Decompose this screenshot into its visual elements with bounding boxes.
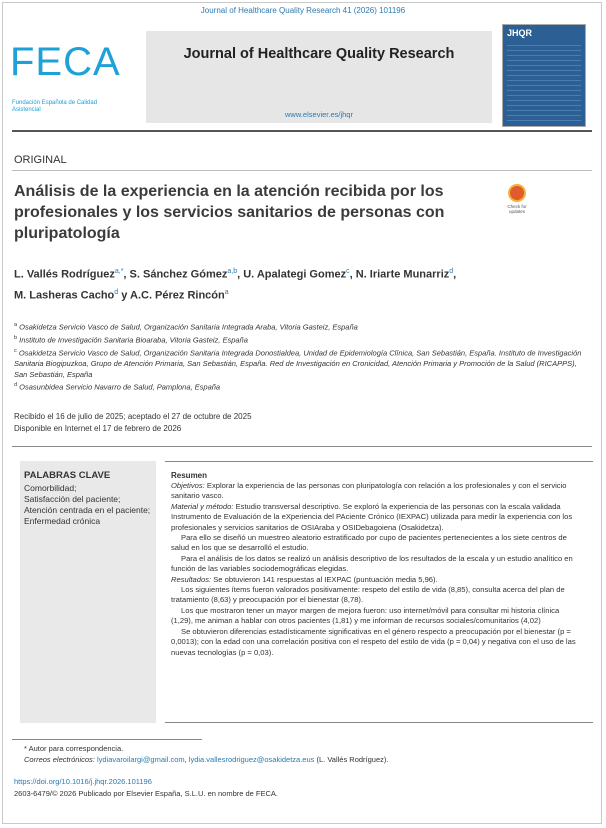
abstract-label: Resultados: [171,574,212,584]
abstract-heading: Resumen [171,471,208,480]
author-name: M. Lasheras Cacho [14,289,115,302]
affiliation-mark: b [14,335,18,341]
feca-logo-text: FECA [10,40,121,84]
abstract-text: Explorar la experiencia de las personas con pluripatología con relación a los profesionales y con el servicio sanitario vasco. [171,481,567,501]
abstract-paragraph: Se obtuvieron diferencias estadísticamente significativas en el género respecto a preocupación por el bienestar (p = 0,0013); con la edad con una correlación positiva con el respeto del estilo de vida (p = 0,04) y negativa con el uso de las nuevas tecnologías (p = 0,03). [171,626,576,657]
author-affiliation-mark[interactable]: d [449,268,454,275]
author-name: N. Iriarte Munarriz [355,268,450,281]
cover-text-lines [507,41,581,121]
abstract-paragraph: Para ello se diseñó un muestreo aleatorio estratificado por cupo de pacientes pertenecientes a los siete centros de salud en los que se desarrolló el estudio. [171,533,567,553]
author-affiliation-mark[interactable]: a [224,288,229,296]
affiliation-text: Osakidetza Servicio Vasco de Salud, Organización Sanitaria Integrada Donostialdea, Unidad de Epidemiología Clínica, San Sebastián, España. Instituto de Investigación Sanitaria Biogipuzkoa, Grupo de Atención Primaria, San Sebastián, España. Red de Investigación en Cronicidad, Atención Primaria y Promoción de la Salud (RICAPPS), San Sebastián, España [14,348,582,379]
email-owner: (L. Vallés Rodríguez). [314,755,389,764]
abstract-paragraph [171,575,583,585]
keyword-item: Atención centrada en el paciente; [24,505,151,515]
abstract-paragraph [171,502,583,533]
author-list [14,263,594,304]
affiliation-mark: d [14,382,18,388]
footnote [14,743,584,765]
affiliation-text: Osakidetza Servicio Vasco de Salud, Organización Sanitaria Integrada Araba, Vitoria Gasteiz, España [19,322,358,332]
author-separator: , [453,268,457,281]
footnote-divider [12,739,202,740]
journal-citation-link[interactable]: Journal of Healthcare Quality Research 41 (2026) 101196 [200,6,406,15]
abstract-paragraph: Los que mostraron tener un mayor margen de mejora fueron: uso internet/móvil para consultar mi historia clínica (1,29), me animan a hablar con otros pacientes (1,81) y me informan de recursos sociales/comunitarios (4,02) [171,605,560,626]
author-affiliation-mark[interactable]: a,* [114,268,124,275]
author-name: L. Vallés Rodríguez [14,268,115,281]
abstract-label: Objetivos: [171,481,205,490]
author-name: S. Sánchez Gómez [129,268,228,281]
keywords-list [24,483,152,527]
feca-logo [10,40,135,118]
keywords-heading: PALABRAS CLAVE [24,470,111,481]
affiliation-item [14,380,584,393]
email-separator: , [184,755,189,764]
keyword-item: Satisfacción del paciente; [24,494,121,504]
abstract-body [171,481,583,658]
affiliation-list [14,320,584,393]
feca-logo-subtitle: Fundación Española de Calidad Asistencial [12,100,98,113]
corresponding-author-note: * Autor para correspondencia. [24,744,124,753]
author-separator: y [118,289,130,302]
section-label: ORIGINAL [14,154,67,166]
check-for-updates-button[interactable] [500,183,534,217]
author-affiliation-mark[interactable]: c [346,268,350,275]
journal-url-link[interactable]: www.elsevier.es/jhqr [285,110,353,119]
journal-cover-thumbnail [502,24,586,127]
affiliation-item [14,333,584,346]
copyright-notice: 2603-6479/© 2026 Publicado por Elsevier España, S.L.U. en nombre de FECA. [14,789,279,798]
keyword-item: Enfermedad crónica [24,516,101,526]
affiliation-item [14,346,584,380]
affiliation-text: Instituto de Investigación Sanitaria Bioaraba, Vitoria Gasteiz, España [19,335,248,345]
author-separator: , [237,268,244,281]
section-divider [12,170,592,171]
check-for-updates-icon [508,184,526,202]
abstract-text: Estudio transversal descriptivo. Se exploró la experiencia de las personas con la escala validada Instrumento de Evaluación de la eXperiencia del PAciente Crónico (IEXPAC) utilizada para medir la experiencia con los profesionales y servicios sanitarios de OSIAraba y OSIDebagoiena (Osakidetza). [171,501,573,532]
email-link[interactable]: lydiavaroilargi@gmail.com [96,755,185,764]
author-separator: , [349,268,356,281]
affiliation-mark: a [14,322,18,328]
email-line [14,754,584,765]
email-link[interactable]: lydia.vallesrodriguez@osakidetza.eus [188,755,315,764]
abstract-text: Se obtuvieron 141 respuestas al IEXPAC (puntuación media 5,96). [211,574,438,584]
keyword-item: Comorbilidad; [24,483,77,493]
abstract-label: Material y método: [171,501,234,511]
keywords-box [20,461,156,723]
author-separator: , [123,268,130,281]
journal-title: Journal of Healthcare Quality Research [183,46,455,62]
cover-title: JHQR [507,28,533,38]
affiliation-text: Osasunbidea Servicio Navarro de Salud, Pamplona, España [19,382,221,392]
author-name: A.C. Pérez Rincón [130,289,225,302]
affiliation-item [14,320,584,333]
abstract-paragraph: Para el análisis de los datos se realizó un análisis descriptivo de los resultados de la escala y un estudio analítico en función de las variables sociodemográficas elegidas. [171,553,573,574]
doi-link[interactable]: https://doi.org/10.1016/j.jhqr.2026.101196 [14,777,152,786]
emails-label: Correos electrónicos: [24,755,95,764]
dates-divider [12,446,592,447]
journal-banner [146,31,492,123]
abstract-paragraph [171,481,583,502]
received-date: Recibido el 16 de julio de 2025; aceptado el 27 de octubre de 2025 [14,412,252,421]
check-for-updates-label: Check for updates [507,204,527,214]
author-affiliation-mark[interactable]: a,b [227,268,238,275]
header-divider [12,130,592,132]
article-title: Análisis de la experiencia en la atención recibida por los profesionales y los servicios sanitarios de personas con pluripatología [14,183,445,242]
affiliation-mark: c [14,348,17,354]
author-name: U. Apalategi Gomez [243,268,347,281]
abstract-section [165,461,593,723]
online-date: Disponible en Internet el 17 de febrero de 2026 [14,424,182,433]
author-affiliation-mark[interactable]: d [114,288,119,296]
article-dates [14,411,252,435]
abstract-paragraph: Los siguientes ítems fueron valorados positivamente: respeto del estilo de vida (8,85), consulta acerca del plan de tratamiento (8,63) y preocupación por el bienestar (8,78). [171,585,565,605]
